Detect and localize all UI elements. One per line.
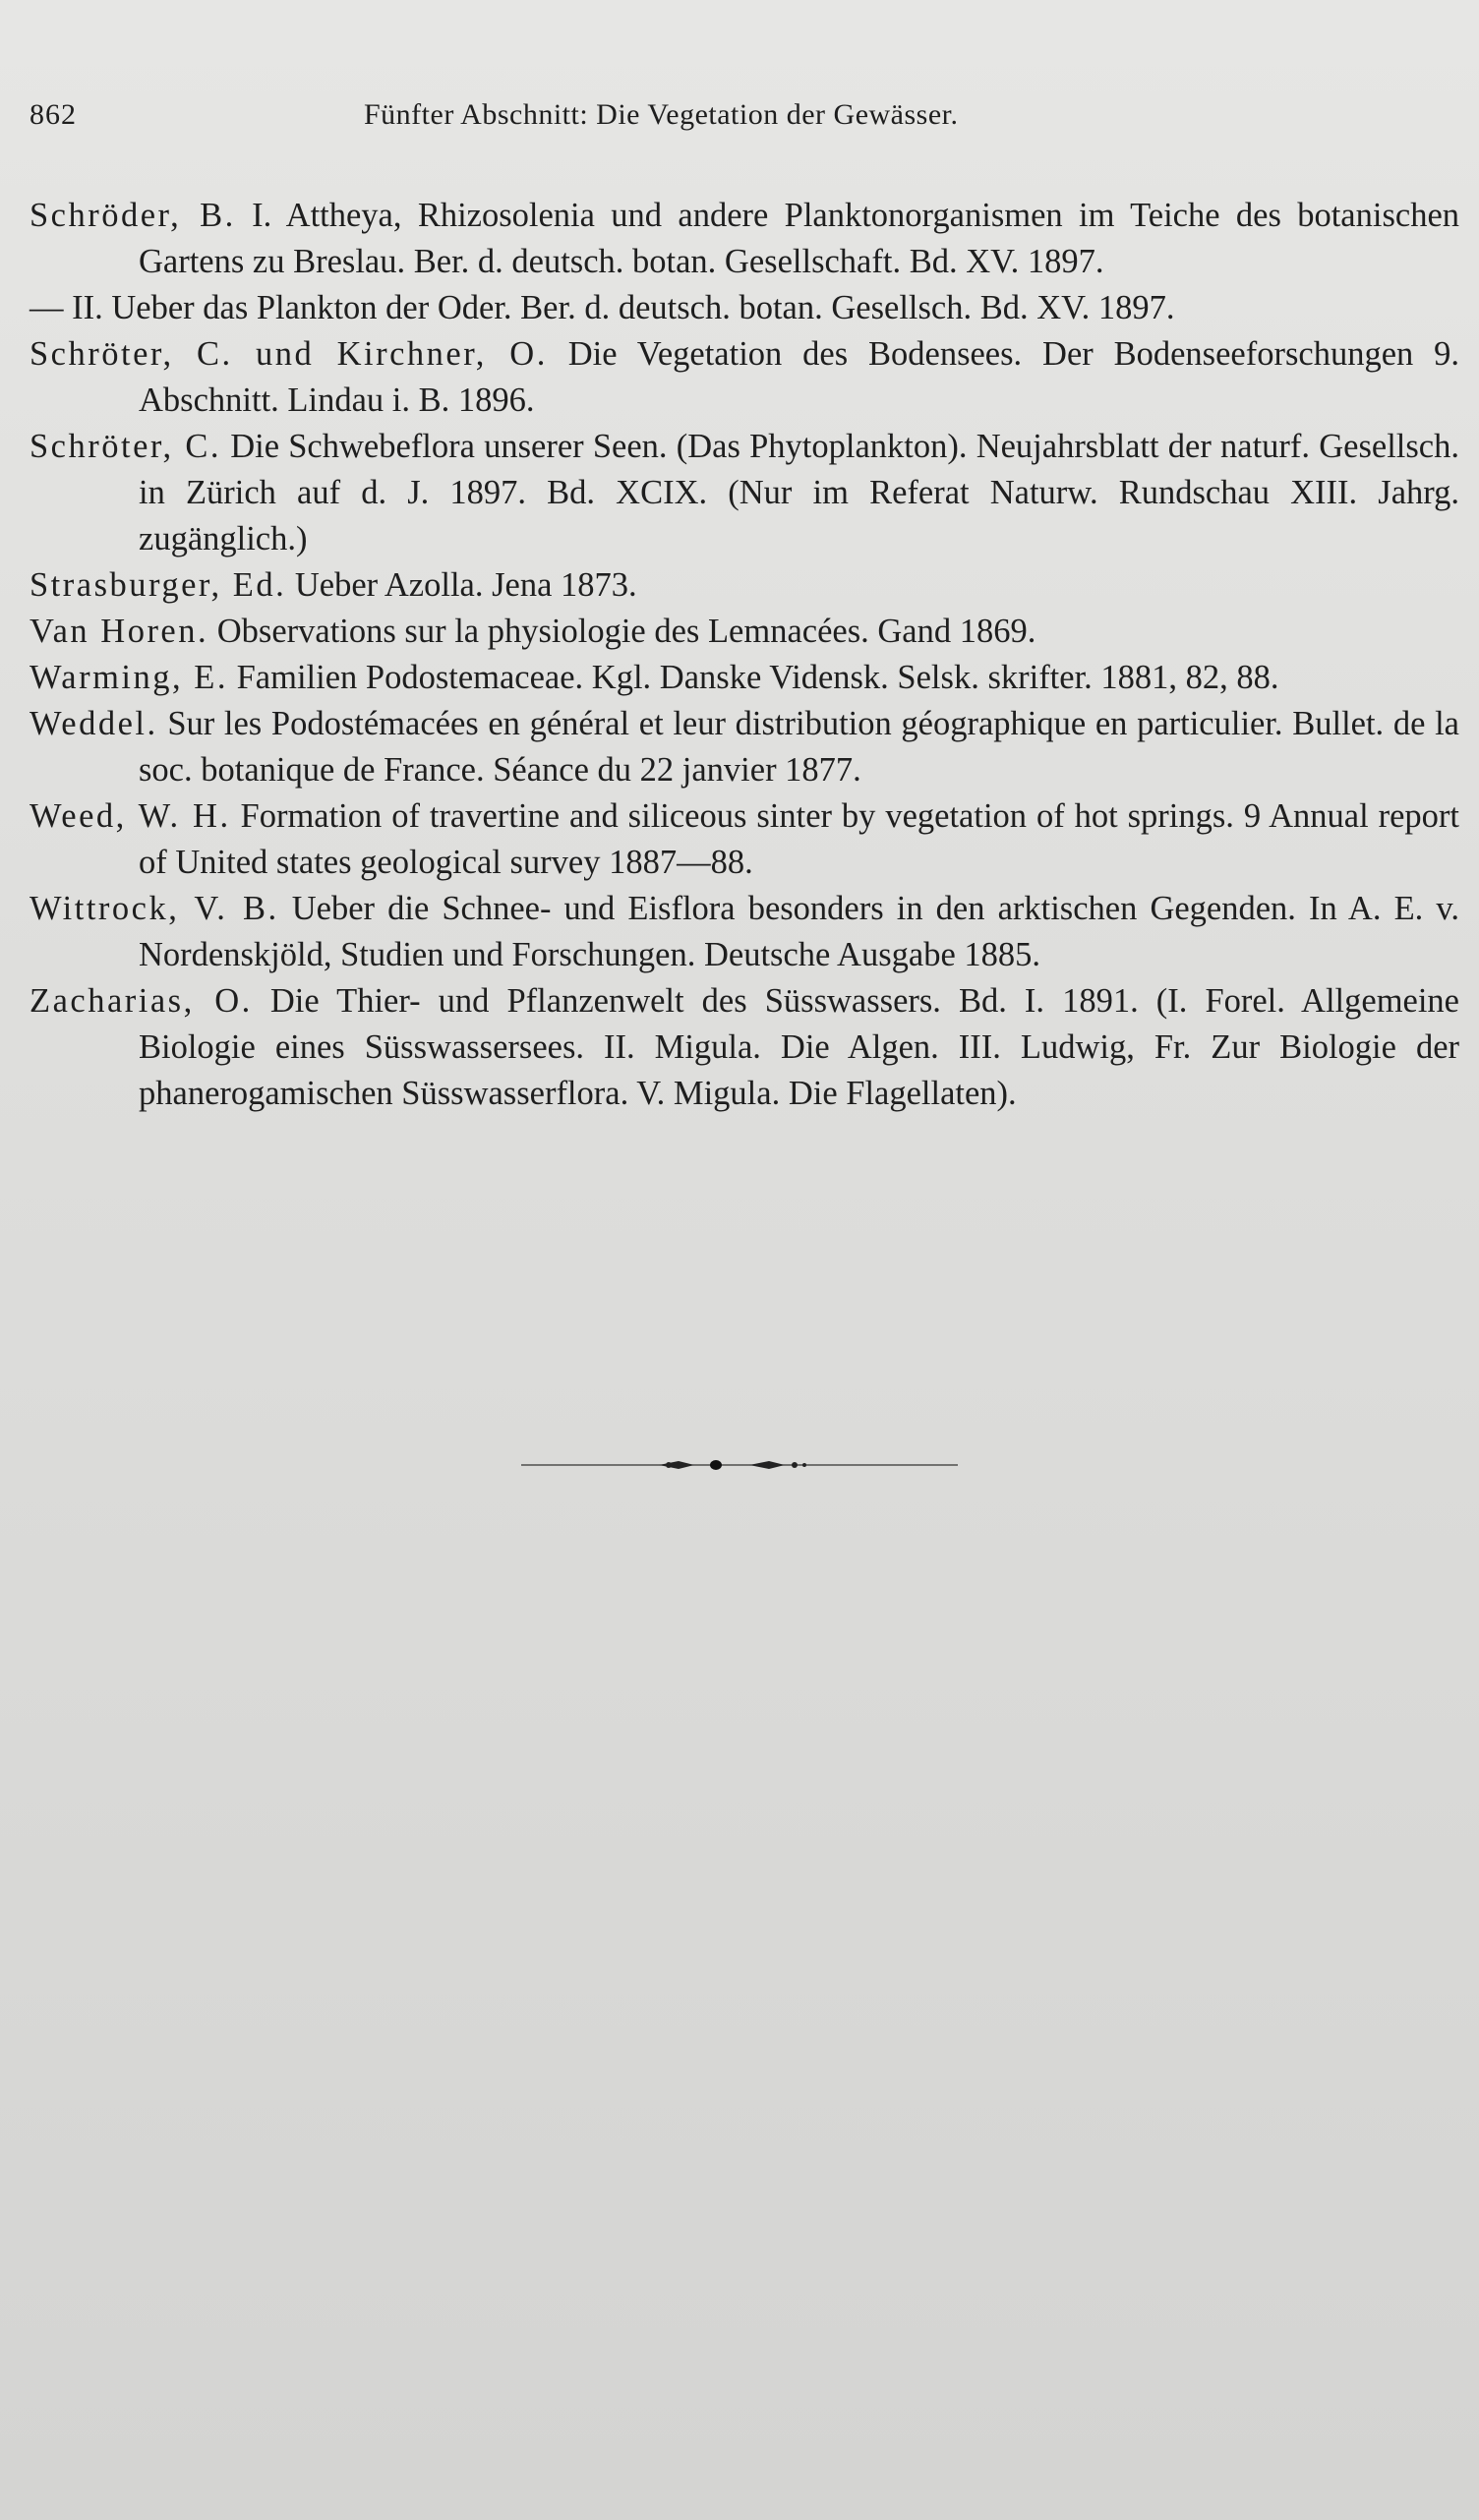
entry-author: Schröder, B. [30, 197, 236, 234]
entry-text: Die Vegetation des Bodensees. Der Bodenseeforschungen 9. Abschnitt. Lindau i. B. 1896. [139, 335, 1459, 419]
bibliography-entry [30, 978, 1459, 1117]
entry-author: Schröter, C. und Kirchner, O. [30, 335, 548, 373]
entry-text: Observations sur la physiologie des Lemnacées. Gand 1869. [208, 613, 1036, 650]
entry-author: Van Horen. [30, 613, 209, 650]
entry-text: Ueber Azolla. Jena 1873. [286, 566, 637, 604]
page-number: 862 [30, 98, 77, 131]
entry-text: Ueber die Schnee- und Eisflora besonders in den arktischen Gegenden. In A. E. v. Nordenskjöld, Studien und Forschungen. Deutsche Ausgabe 1885. [139, 890, 1459, 973]
bibliography-entry [30, 193, 1459, 285]
bibliography-list [30, 193, 1459, 1117]
bibliography-entry [30, 793, 1459, 886]
bibliography-entry [30, 886, 1459, 978]
entry-text: Familien Podostemaceae. Kgl. Danske Vidensk. Selsk. skrifter. 1881, 82, 88. [227, 659, 1279, 696]
bibliography-entry [30, 285, 1459, 331]
running-head [30, 98, 1465, 147]
section-end-ornament [521, 1455, 958, 1475]
entry-author: Weed, W. H. [30, 797, 231, 835]
bibliography-entry [30, 424, 1459, 562]
entry-author: Wittrock, V. B. [30, 890, 279, 927]
entry-author: Schröter, C. [30, 428, 221, 465]
bibliography-entry [30, 609, 1459, 655]
entry-text: Die Thier- und Pflanzenwelt des Süsswassers. Bd. I. 1891. (I. Forel. Allgemeine Biologie eines Süsswassersees. II. Migula. Die Algen. III. Ludwig, Fr. Zur Biologie der phanerogamischen Süsswasserflora. V. Migula. Die Flagellaten). [139, 982, 1459, 1112]
entry-author: Warming, E. [30, 659, 228, 696]
entry-author: Weddel. [30, 705, 158, 742]
entry-author: Strasburger, Ed. [30, 566, 287, 604]
bibliography-entry [30, 655, 1459, 701]
entry-text: — II. Ueber das Plankton der Oder. Ber. d. deutsch. botan. Gesellsch. Bd. XV. 1897. [30, 289, 1175, 326]
entry-text: I. Attheya, Rhizosolenia und andere Planktonorganismen im Teiche des botanischen Gartens zu Breslau. Ber. d. deutsch. botan. Gesellschaft. Bd. XV. 1897. [139, 197, 1460, 280]
running-head-title: Fünfter Abschnitt: Die Vegetation der Gewässer. [364, 98, 959, 131]
entry-text: Die Schwebeflora unserer Seen. (Das Phytoplankton). Neujahrsblatt der naturf. Gesellsch. in Zürich auf d. J. 1897. Bd. XCIX. (Nur im Referat Naturw. Rundschau XIII. Jahrg. zugänglich.) [139, 428, 1459, 557]
entry-text: Formation of travertine and siliceous sinter by vegetation of hot springs. 9 Annual report of United states geological survey 1887—88. [139, 797, 1459, 881]
entry-text: Sur les Podostémacées en général et leur distribution géographique en particulier. Bullet. de la soc. botanique de France. Séance du 22 janvier 1877. [139, 705, 1459, 789]
bibliography-entry [30, 562, 1459, 609]
bibliography-entry [30, 331, 1459, 424]
entry-author: Zacharias, O. [30, 982, 253, 1020]
bibliography-entry [30, 701, 1459, 793]
